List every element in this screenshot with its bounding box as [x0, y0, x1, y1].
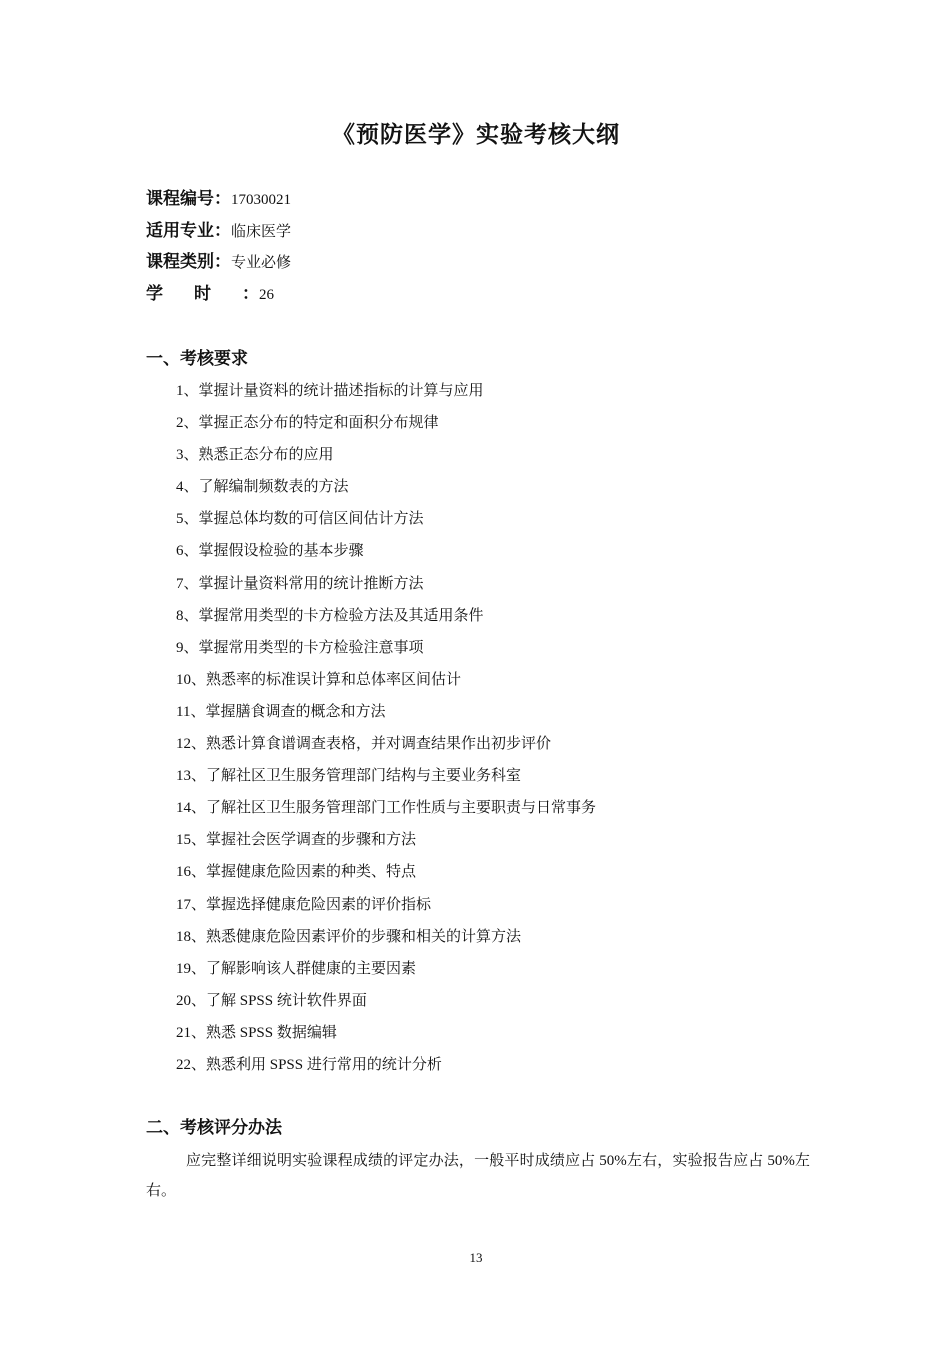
- section-heading-requirements: 一、考核要求: [146, 349, 248, 369]
- list-item: 11、掌握膳食调查的概念和方法: [176, 703, 386, 720]
- list-item: 21、熟悉 SPSS 数据编辑: [176, 1024, 337, 1041]
- list-item: 7、掌握计量资料常用的统计推断方法: [176, 575, 424, 592]
- list-item: 10、熟悉率的标准误计算和总体率区间估计: [176, 671, 462, 688]
- list-item: 8、掌握常用类型的卡方检验方法及其适用条件: [176, 607, 484, 624]
- meta-value: 26: [259, 286, 274, 303]
- list-item: 9、掌握常用类型的卡方检验注意事项: [176, 639, 424, 656]
- meta-colon: ：: [242, 283, 259, 304]
- requirements-list: [176, 375, 816, 1081]
- grading-paragraph: 应完整详细说明实验课程成绩的评定办法，一般平时成绩应占 50%左右，实验报告应占 50%左右。: [146, 1153, 810, 1199]
- meta-label-text: 学时: [146, 283, 242, 304]
- list-item: 20、了解 SPSS 统计软件界面: [176, 992, 367, 1009]
- meta-label-text: 课程类别: [146, 252, 214, 272]
- section-heading-grading: 二、考核评分办法: [146, 1118, 282, 1138]
- list-item: 17、掌握选择健康危险因素的评价指标: [176, 896, 432, 913]
- meta-course-code: [146, 184, 806, 216]
- list-item: 22、熟悉利用 SPSS 进行常用的统计分析: [176, 1056, 442, 1073]
- meta-major: [146, 216, 806, 248]
- list-item: 3、熟悉正态分布的应用: [176, 447, 334, 464]
- meta-value: 专业必修: [231, 255, 292, 271]
- list-item: 13、了解社区卫生服务管理部门结构与主要业务科室: [176, 768, 522, 785]
- list-item: 16、掌握健康危险因素的种类、特点: [176, 864, 417, 881]
- list-item: 14、了解社区卫生服务管理部门工作性质与主要职责与日常事务: [176, 800, 597, 817]
- list-item: 5、掌握总体均数的可信区间估计方法: [176, 511, 424, 528]
- meta-hours: [146, 279, 806, 311]
- page-number: 13: [469, 1250, 483, 1265]
- meta-label: [146, 252, 231, 272]
- meta-colon: ：: [214, 252, 231, 272]
- meta-value: 17030021: [231, 192, 291, 208]
- meta-value: 临床医学: [231, 223, 292, 240]
- meta-colon: ：: [214, 189, 231, 209]
- meta-label-text: 适用专业: [146, 220, 214, 241]
- meta-label-text: 课程编号: [146, 189, 214, 209]
- meta-colon: ：: [214, 220, 231, 241]
- list-item: 12、熟悉计算食谱调查表格，并对调查结果作出初步评价: [176, 736, 552, 753]
- list-item: 15、掌握社会医学调查的步骤和方法: [176, 832, 417, 849]
- list-item: 1、掌握计量资料的统计描述指标的计算与应用: [176, 383, 484, 399]
- meta-label: [146, 189, 231, 209]
- meta-label: [146, 221, 231, 241]
- list-item: 2、掌握正态分布的特定和面积分布规律: [176, 415, 439, 432]
- meta-course-category: [146, 247, 806, 279]
- list-item: 4、了解编制频数表的方法: [176, 479, 349, 496]
- page-title: 《预防医学》实验考核大纲: [332, 122, 620, 148]
- meta-label: [146, 284, 259, 304]
- list-item: 18、熟悉健康危险因素评价的步骤和相关的计算方法: [176, 928, 522, 945]
- list-item: 19、了解影响该人群健康的主要因素: [176, 960, 417, 977]
- list-item: 6、掌握假设检验的基本步骤: [176, 543, 364, 560]
- course-meta: [146, 184, 806, 310]
